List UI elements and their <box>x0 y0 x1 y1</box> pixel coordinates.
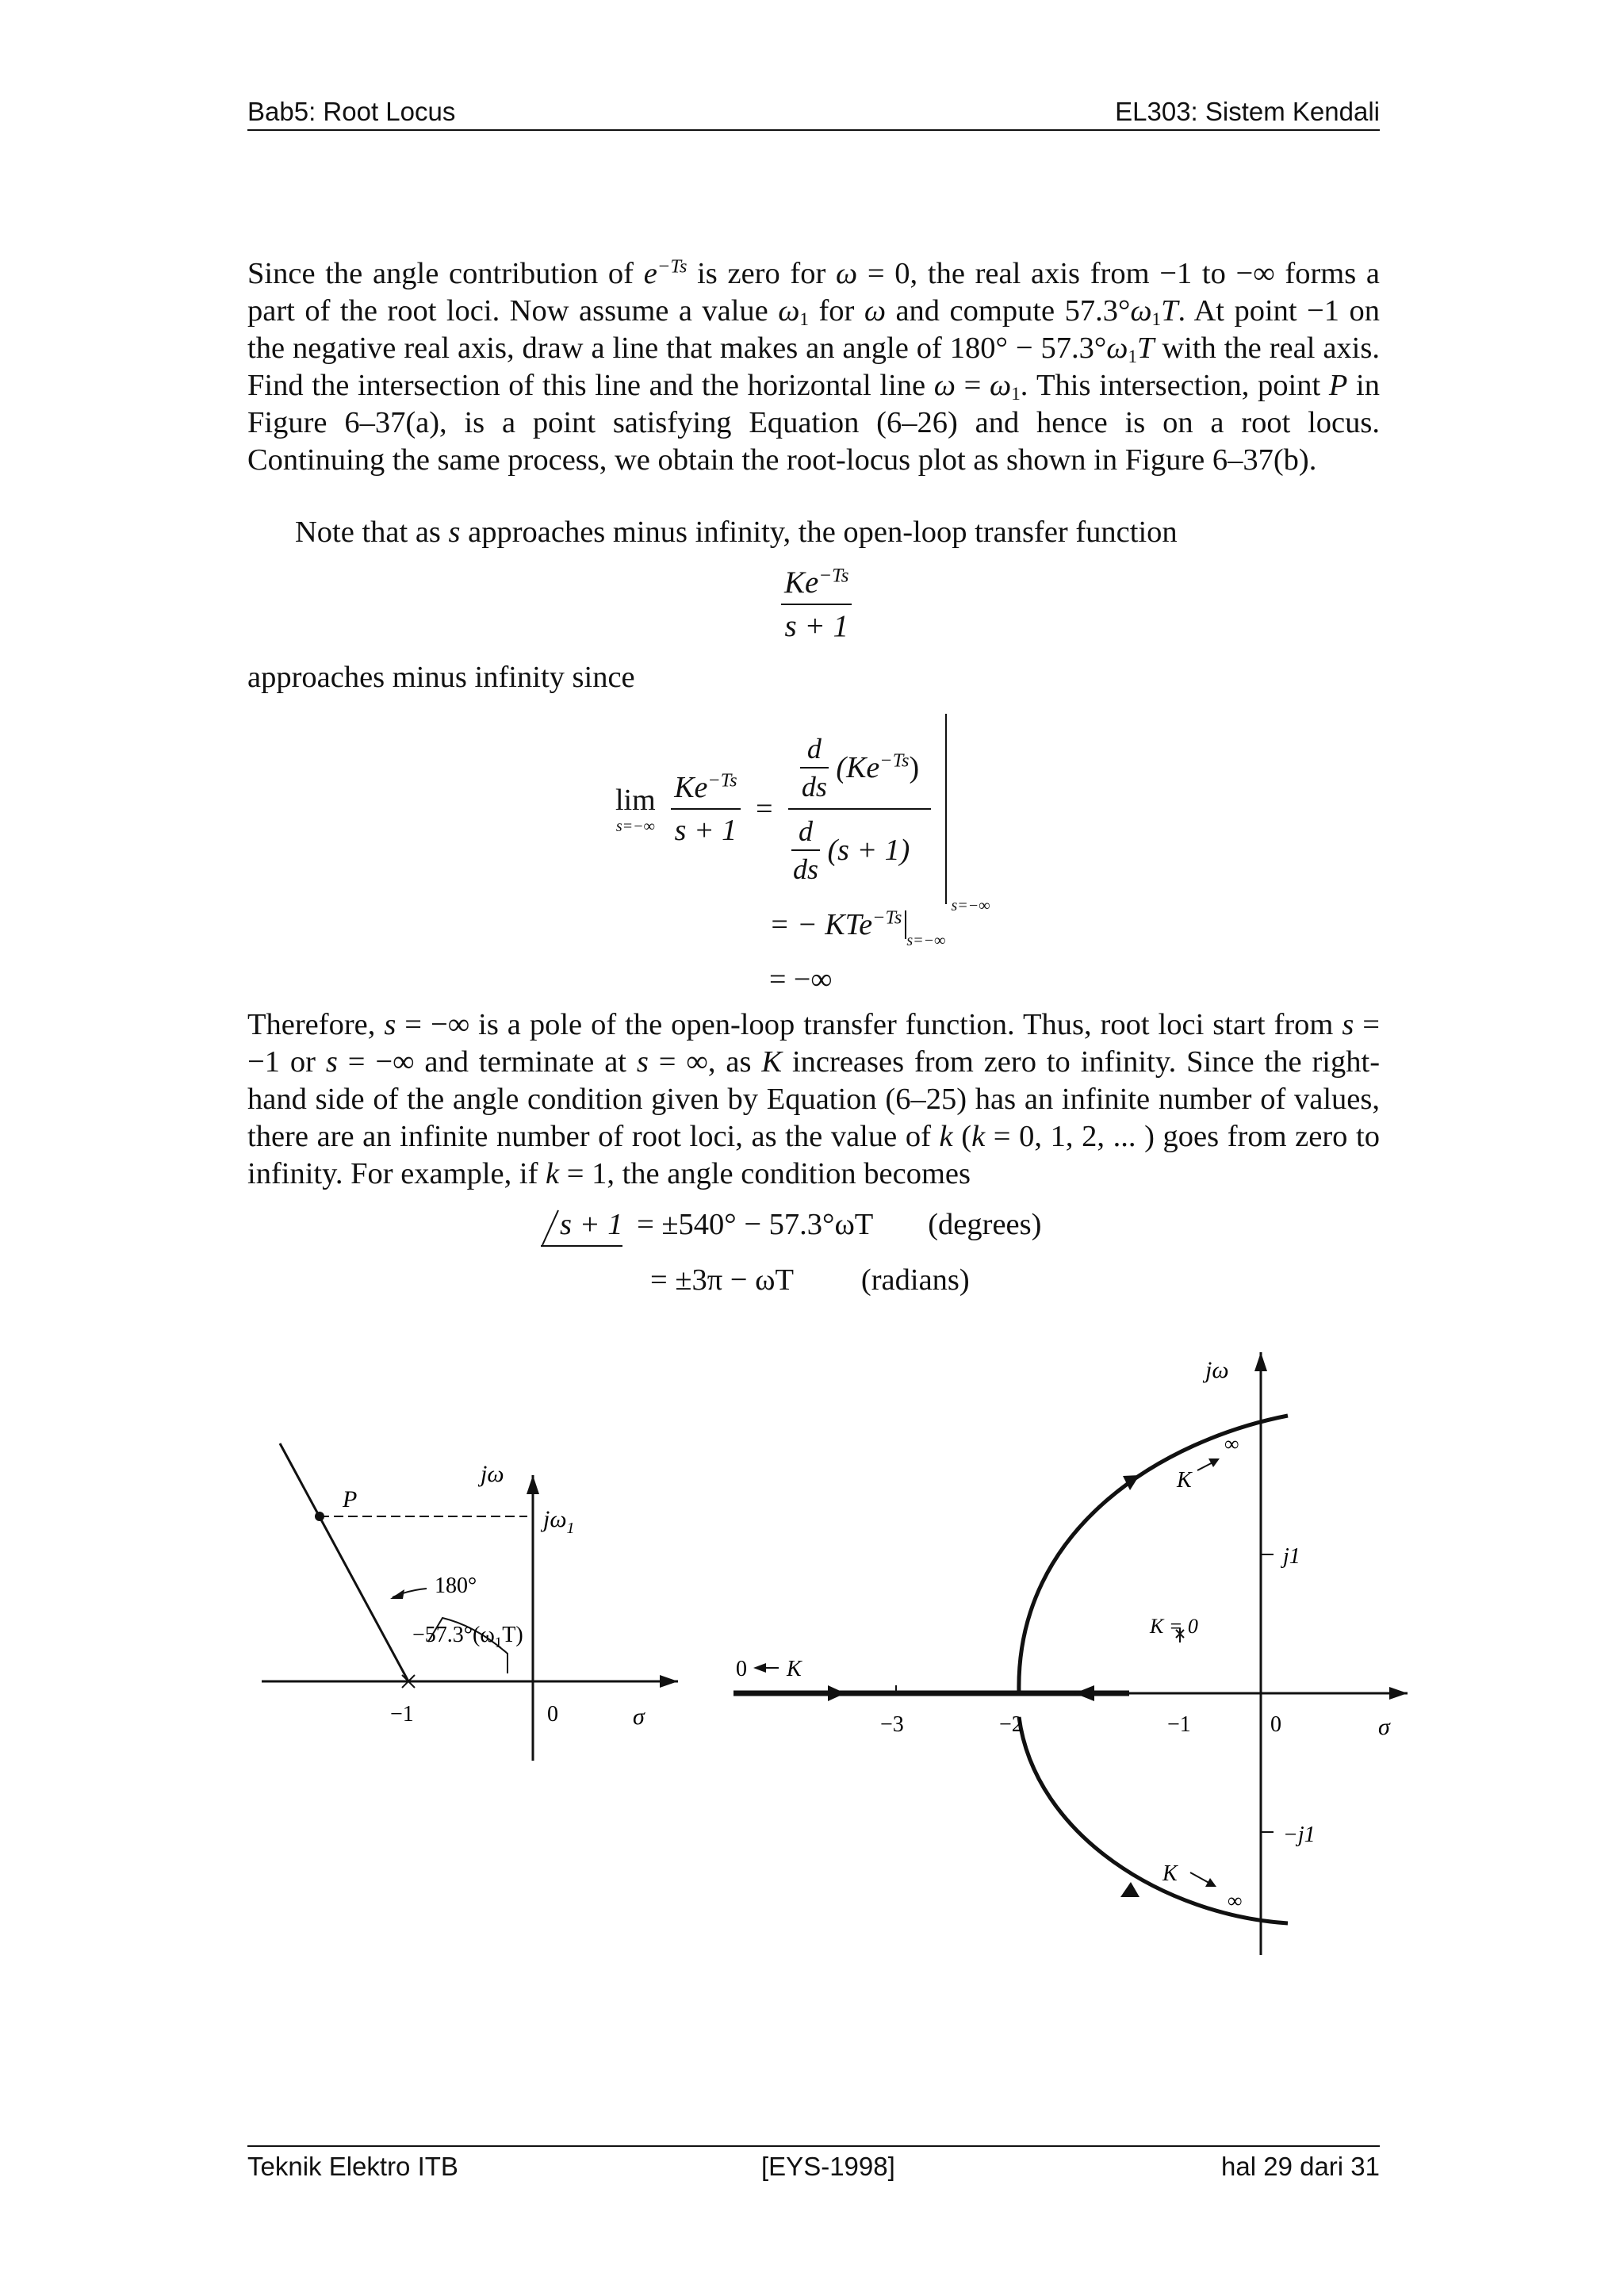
figure-root-locus-construction <box>254 1428 682 1777</box>
real-axis-arrow-icon <box>1389 1687 1408 1700</box>
label-sigma: σ <box>1378 1714 1390 1740</box>
equation-limit-line3: = −∞ <box>769 963 833 996</box>
equation-open-loop-tf: $\frac{Ke^{-Ts}}{s + 1}$ <box>781 565 852 644</box>
footer-page-number: hal 29 dari 31 <box>1221 2152 1380 2181</box>
label-sigma: σ <box>633 1704 645 1730</box>
paragraph-approaches: approaches minus infinity since <box>247 661 635 694</box>
angle-arrow-icon <box>390 1589 404 1599</box>
label-K-left: K <box>787 1657 802 1681</box>
paragraph-open-loop-note: Note that as s approaches minus infinity, the open-loop transfer function <box>295 516 1178 549</box>
upper-branch <box>1019 1416 1288 1693</box>
label-inf-bottom: ∞ <box>1228 1889 1243 1912</box>
lower-branch-arrow-icon <box>1120 1882 1139 1897</box>
point-P <box>315 1512 324 1521</box>
locus-arrow-icon <box>828 1685 845 1701</box>
label-minus3: −3 <box>880 1712 904 1737</box>
label-zero-K: 0 <box>736 1657 747 1681</box>
imag-axis-arrow-icon <box>527 1475 539 1494</box>
paragraph-angle-contribution: Since the angle contribution of $e^{-Ts}$ is zero for ω = 0, the real axis from −1 to −∞ forms a part of the root loci. Now assume a value $\omega_1$ for ω and compute $57.3^\circ\omega_1T$. At point −1 on the negative real axis, draw a line that makes an angle of $180^\circ - 57.3^\circ\omega_1T$ with the real axis. Find the intersection of this line and the horizontal line $\omega = \omega_1$. This intersection, point P in Figure 6–37(a), is a point satisfying Equation (6–26) and hence is on a root locus. Continuing the same process, we obtain the root-locus plot as shown in Figure 6–37(b). <box>247 255 1380 477</box>
label-inf-top: ∞ <box>1224 1432 1239 1455</box>
equation-angle-degrees: s + 1 = ±540° − 57.3°ωT (degrees) <box>541 1207 1041 1247</box>
label-minus1: −1 <box>390 1702 414 1727</box>
label-180: 180° <box>435 1573 477 1598</box>
upper-branch-arrow-icon <box>1123 1475 1139 1490</box>
label-j1: j1 <box>1283 1544 1300 1569</box>
header-course: EL303: Sistem Kendali <box>1115 97 1380 126</box>
figure-root-locus-plot <box>722 1344 1419 1963</box>
constructed-line <box>280 1443 408 1681</box>
label-K-top: K <box>1177 1468 1192 1493</box>
imag-axis-arrow-icon <box>1254 1352 1267 1371</box>
label-neg-j1: −j1 <box>1283 1823 1316 1847</box>
equation-angle-radians: = ±3π − ωT (radians) <box>650 1263 970 1297</box>
label-jw: jω <box>481 1461 504 1487</box>
label-P: P <box>343 1486 358 1512</box>
lower-branch <box>1019 1717 1288 1923</box>
equation-limit-line2: = − KTe$^{-Ts}_{s=-\infty}$ <box>769 907 946 949</box>
label-jw1: $j\omega_1$ <box>543 1506 575 1537</box>
header-chapter: Bab5: Root Locus <box>247 97 456 126</box>
real-axis-arrow-icon <box>660 1675 678 1688</box>
header-rule <box>247 129 1380 131</box>
label-minus1: −1 <box>1167 1712 1191 1737</box>
label-K-bottom: K <box>1162 1861 1178 1886</box>
label-origin: 0 <box>547 1702 558 1727</box>
label-jw: jω <box>1205 1357 1229 1383</box>
label-origin: 0 <box>1270 1712 1281 1737</box>
footer-rule <box>247 2145 1380 2147</box>
label-K-eq-0: K = 0 <box>1150 1615 1198 1638</box>
equation-limit: lim s=−∞ $\frac{Ke^{-Ts}}{s + 1}$ = $\frac{d}{ds}$ $(Ke^{-Ts})$ $\frac{d}{ds}$ (s + 1) s=−∞ <box>615 714 947 904</box>
footer-reference: [EYS-1998] <box>761 2152 895 2181</box>
paragraph-therefore: Therefore, s = −∞ is a pole of the open-loop transfer function. Thus, root loci start from s = −1 or s = −∞ and terminate at s = ∞, as K increases from zero to infinity. Since the right-hand side of the angle condition given by Equation (6–25) has an infinite number of values, there are an infinite number of root loci, as the value of k (k = 0, 1, 2, ... ) goes from zero to infinity. For example, if k = 1, the angle condition becomes <box>247 1008 1381 1190</box>
label-angle-expr: $-57.3^\circ(\omega_1T)$ <box>412 1623 523 1651</box>
footer-institution: Teknik Elektro ITB <box>247 2152 458 2181</box>
locus-arrow-icon <box>1074 1685 1094 1701</box>
label-minus2: −2 <box>999 1712 1023 1737</box>
